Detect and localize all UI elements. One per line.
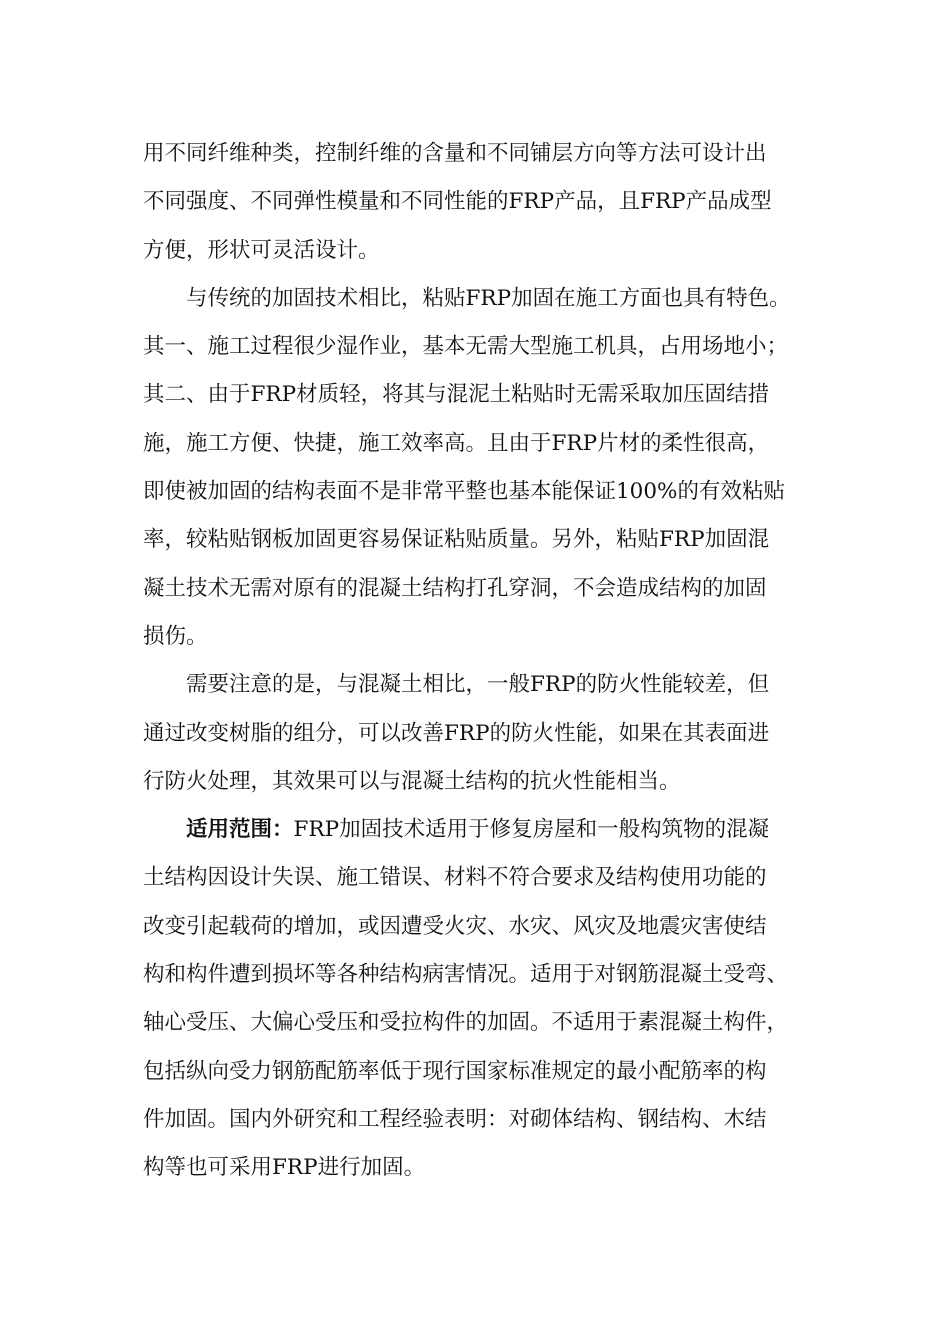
text-line: 改变引起载荷的增加，或因遭受火灾、水灾、风灾及地震灾害使结 bbox=[143, 913, 767, 939]
paragraph-construction-advantages bbox=[143, 275, 843, 661]
text-line: 用不同纤维种类，控制纤维的含量和不同铺层方向等方法可设计出 bbox=[143, 141, 767, 166]
text-line: 包括纵向受力钢筋配筋率低于现行国家标准规定的最小配筋率的构 bbox=[143, 1058, 767, 1084]
text-line: 不同强度、不同弹性模量和不同性能的FRP产品，且FRP产品成型 bbox=[143, 189, 772, 215]
paragraph-fiber-design bbox=[143, 130, 843, 275]
paragraph-scope bbox=[143, 806, 843, 1192]
document-body bbox=[143, 130, 843, 1193]
text-line: 与传统的加固技术相比，粘贴FRP加固在施工方面也具有特色。 bbox=[186, 285, 791, 311]
text-line bbox=[143, 806, 843, 854]
text-line: 方便，形状可灵活设计。 bbox=[143, 237, 380, 263]
text-fragment: FRP加固技术适用于修复房屋和一般构筑物的混凝 bbox=[293, 817, 770, 843]
text-line: 凝土技术无需对原有的混凝土结构打孔穿洞，不会造成结构的加固 bbox=[143, 575, 767, 601]
text-line: 构和构件遭到损坏等各种结构病害情况。适用于对钢筋混凝土受弯、 bbox=[143, 962, 789, 988]
text-line: 损伤。 bbox=[143, 623, 208, 649]
text-line: 其二、由于FRP材质轻，将其与混泥土粘贴时无需采取加压固结措 bbox=[143, 382, 770, 408]
text-line: 土结构因设计失误、施工错误、材料不符合要求及结构使用功能的 bbox=[143, 865, 767, 891]
text-line: 轴心受压、大偏心受压和受拉构件的加固。不适用于素混凝土构件， bbox=[143, 1010, 789, 1036]
text-line: 需要注意的是，与混凝土相比，一般FRP的防火性能较差，但 bbox=[186, 672, 770, 698]
text-line: 行防火处理，其效果可以与混凝土结构的抗火性能相当。 bbox=[143, 768, 681, 794]
text-line: 其一、施工过程很少湿作业，基本无需大型施工机具，占用场地小； bbox=[143, 334, 789, 360]
text-line: 构等也可采用FRP进行加固。 bbox=[143, 1155, 426, 1181]
text-line: 件加固。国内外研究和工程经验表明：对砌体结构、钢结构、木结 bbox=[143, 1106, 767, 1132]
text-line: 施，施工方便、快捷，施工效率高。且由于FRP片材的柔性很高， bbox=[143, 430, 770, 456]
scope-term: 适用范围： bbox=[186, 817, 294, 843]
text-line: 率，较粘贴钢板加固更容易保证粘贴质量。另外，粘贴FRP加固混 bbox=[143, 527, 770, 553]
text-line: 通过改变树脂的组分，可以改善FRP的防火性能，如果在其表面进 bbox=[143, 720, 770, 746]
paragraph-fire-resistance bbox=[143, 661, 843, 806]
text-line: 即使被加固的结构表面不是非常平整也基本能保证100%的有效粘贴 bbox=[143, 479, 785, 505]
